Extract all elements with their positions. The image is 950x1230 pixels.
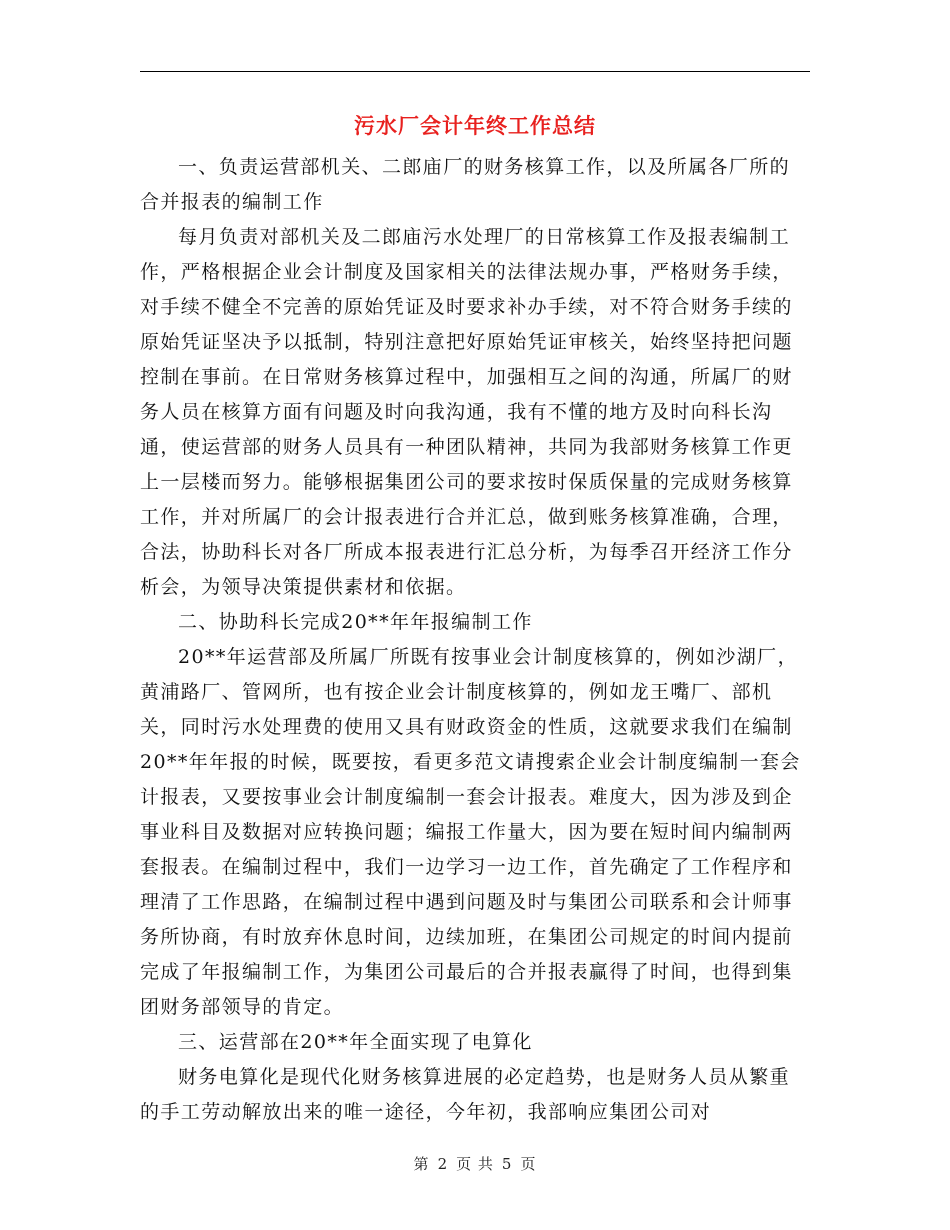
body-paragraph-3: 财务电算化是现代化财务核算进展的必定趋势，也是财务人员从繁重的手工劳动解放出来的唯一途径，今年初，我部响应集团公司对 [140, 1066, 791, 1123]
section-heading-2: 二、协助科长完成20**年年报编制工作 [178, 611, 533, 633]
section-heading-3: 三、运营部在20**年全面实现了电算化 [178, 1031, 533, 1053]
section-heading-1: 一、负责运营部机关、二郎庙厂的财务核算工作，以及所属各厂所的合并报表的编制工作 [140, 156, 791, 213]
document-body [140, 150, 810, 1130]
body-paragraph-1: 每月负责对部机关及二郎庙污水处理厂的日常核算工作及报表编制工作，严格根据企业会计制度及国家相关的法律法规办事，严格财务手续，对手续不健全不完善的原始凭证及时要求补办手续，对不符合财务手续的原始凭证坚决予以抵制，特别注意把好原始凭证审核关，始终坚持把问题控制在事前。在日常财务核算过程中，加强相互之间的沟通，所属厂的财务人员在核算方面有问题及时向我沟通，我有不懂的地方及时向科长沟通，使运营部的财务人员具有一种团队精神，共同为我部财务核算工作更上一层楼而努力。能够根据集团公司的要求按时保质保量的完成财务核算工作，并对所属厂的会计报表进行合并汇总，做到账务核算准确，合理，合法，协助科长对各厂所成本报表进行汇总分析，为每季召开经济工作分析会，为领导决策提供素材和依据。 [140, 226, 793, 598]
footer-prefix: 第 [413, 1155, 430, 1173]
document-title: 污水厂会计年终工作总结 [354, 113, 596, 138]
footer-suffix: 页 [520, 1155, 537, 1173]
page-footer [0, 1153, 950, 1174]
body-paragraph-2: 20**年运营部及所属厂所既有按事业会计制度核算的，例如沙湖厂，黄浦路厂、管网所，也有按企业会计制度核算的，例如龙王嘴厂、部机关，同时污水处理费的使用又具有财政资金的性质，这就要求我们在编制20**年年报的时候，既要按，看更多范文请搜索企业会计制度编制一套会计报表，又要按事业会计制度编制一套会计报表。难度大，因为涉及到企事业科目及数据对应转换问题；编报工作量大，因为要在短时间内编制两套报表。在编制过程中，我们一边学习一边工作，首先确定了工作程序和理清了工作思路，在编制过程中遇到问题及时与集团公司联系和会计师事务所协商，有时放弃休息时间，边续加班，在集团公司规定的时间内提前完成了年报编制工作，为集团公司最后的合并报表赢得了时间，也得到集团财务部领导的肯定。 [140, 646, 801, 1018]
footer-middle: 页 共 [456, 1155, 494, 1173]
header-rule [140, 71, 810, 72]
footer-page-number: 2 [437, 1155, 449, 1173]
footer-total-pages: 5 [501, 1155, 513, 1173]
